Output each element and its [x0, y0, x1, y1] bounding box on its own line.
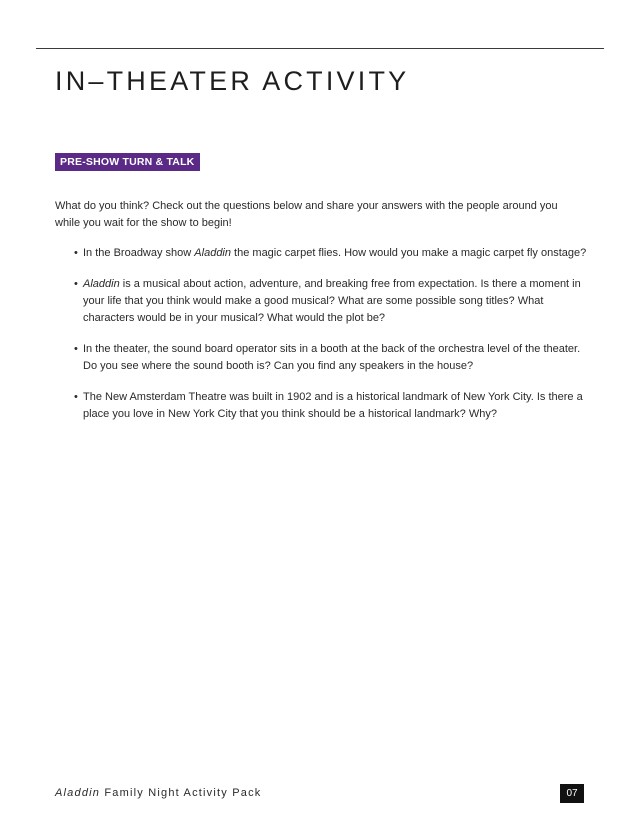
question-text-post: is a musical about action, adventure, and breaking free from expectation. Is there a moment in your life that you think would make a good musical? What are some possible song titles? What characters would be in your musical? What would the plot be?: [83, 278, 581, 324]
question-item: [74, 389, 589, 423]
page-title: IN–THEATER ACTIVITY: [55, 66, 410, 96]
show-title: Aladdin: [83, 278, 120, 290]
footer-title: [55, 787, 262, 799]
question-text-post: the magic carpet flies. How would you make a magic carpet fly onstage?: [231, 247, 587, 259]
question-text-pre: The New Amsterdam Theatre was built in 1902 and is a historical landmark of New York City. Is there a place you love in New York City that you think should be a historical landmark? Why?: [83, 391, 583, 420]
bullet-icon: •: [74, 343, 78, 355]
page-number-badge: 07: [560, 784, 584, 803]
show-title: Aladdin: [194, 247, 231, 259]
section-badge: PRE-SHOW TURN & TALK: [55, 153, 200, 171]
bullet-icon: •: [74, 247, 78, 259]
top-divider: [36, 48, 604, 49]
footer-show-title: Aladdin: [55, 787, 101, 799]
question-text-pre: In the Broadway show: [83, 247, 195, 259]
bullet-icon: •: [74, 278, 78, 290]
question-item: [74, 341, 589, 375]
question-text-pre: In the theater, the sound board operator sits in a booth at the back of the orchestra level of the theater. Do you see where the sound booth is? Can you find any speakers in the house?: [83, 343, 581, 372]
question-item: [74, 245, 589, 262]
question-list: [74, 245, 589, 437]
bullet-icon: •: [74, 391, 78, 403]
footer-title-rest: Family Night Activity Pack: [100, 787, 262, 799]
intro-paragraph: What do you think? Check out the questions below and share your answers with the people around you while you wait for the show to begin!: [55, 200, 558, 229]
question-item: [74, 276, 589, 327]
